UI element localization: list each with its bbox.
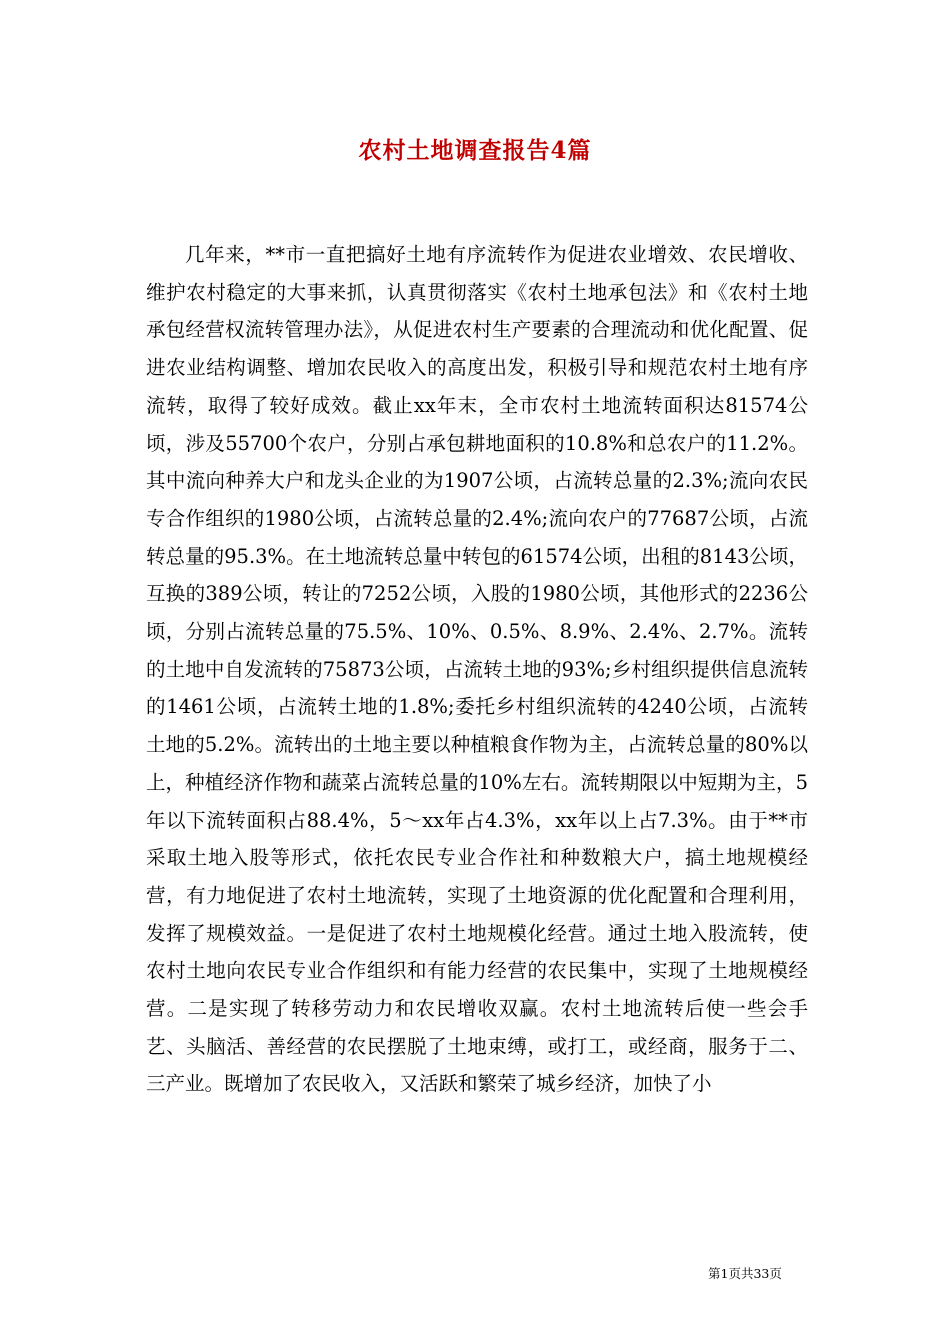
page-number-footer: 第1页共33页 [708,1266,782,1281]
document-title: 农村土地调查报告4篇 [358,137,592,164]
body-paragraph: 几年来，**市一直把搞好土地有序流转作为促进农业增效、农民增收、维护农村稳定的大事来抓，认真贯彻落实《农村土地承包法》和《农村土地承包经营权流转管理办法》，从促进农村生产要素的合理流动和优化配置、促进农业结构调整、增加农民收入的高度出发，积极引导和规范农村土地有序流转，取得了较好成效。截止xx年末，全市农村土地流转面积达81574公顷，涉及55700个农户，分别占承包耕地面积的10.8%和总农户的11.2%。其中流向种养大户和龙头企业的为1907公顷，占流转总量的2.3%;流向农民专合作组织的1980公顷，占流转总量的2.4%;流向农户的77687公顷，占流转总量的95.3%。在土地流转总量中转包的61574公顷，出租的8143公顷，互换的389公顷，转让的7252公顷，入股的1980公顷，其他形式的2236公顷，分别占流转总量的75.5%、10%、0.5%、8.9%、2.4%、2.7%。流转的土地中自发流转的75873公顷，占流转土地的93%;乡村组织提供信息流转的1461公顷，占流转土地的1.8%;委托乡村组织流转的4240公顷，占流转土地的5.2%。流转出的土地主要以种植粮食作物为主，占流转总量的80%以上，种植经济作物和蔬菜占流转总量的10%左右。流转期限以中短期为主，5年以下流转面积占88.4%，5～xx年占4.3%，xx年以上占7.3%。由于**市采取土地入股等形式，依托农民专业合作社和种数粮大户，搞土地规模经营，有力地促进了农村土地流转，实现了土地资源的优化配置和合理利用，发挥了规模效益。一是促进了农村土地规模化经营。通过土地入股流转，使农村土地向农民专业合作组织和有能力经营的农民集中，实现了土地规模经营。二是实现了转移劳动力和农民增收双赢。农村土地流转后使一些会手艺、头脑活、善经营的农民摆脱了土地束缚，或打工，或经商，服务于二、三产业。既增加了农民收入，又活跃和繁荣了城乡经济，加快了小 [146,243,808,1096]
